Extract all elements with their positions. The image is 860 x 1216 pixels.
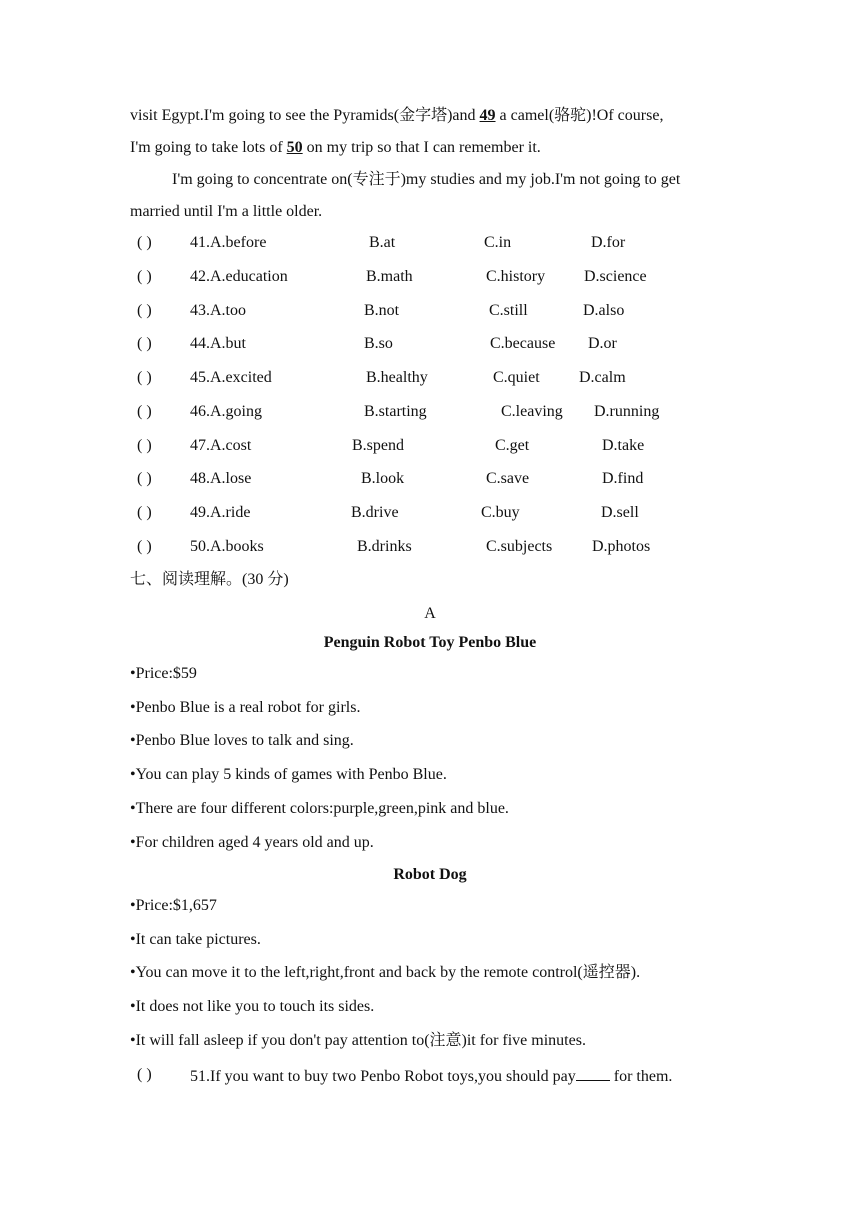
option-c: C.still bbox=[489, 302, 528, 319]
option-c: C.buy bbox=[481, 504, 520, 521]
option-d: D.take bbox=[602, 437, 645, 454]
option-a: 41.A.before bbox=[190, 234, 267, 251]
section-heading: 七、阅读理解。(30 分) bbox=[130, 571, 289, 588]
option-c: C.leaving bbox=[501, 403, 563, 420]
passage-text: a camel(骆驼)!Of course, bbox=[495, 107, 664, 124]
part-label: A bbox=[424, 605, 436, 622]
option-c: C.because bbox=[490, 335, 556, 352]
product2-bullet: •It can take pictures. bbox=[130, 931, 261, 948]
option-c: C.history bbox=[486, 268, 546, 285]
option-a: 49.A.ride bbox=[190, 504, 251, 521]
option-c: C.in bbox=[484, 234, 512, 251]
blank-50: 50 bbox=[286, 139, 303, 156]
option-d: D.also bbox=[583, 302, 625, 319]
product2-bullet: •Price:$1,657 bbox=[130, 897, 217, 914]
option-c: C.save bbox=[486, 470, 530, 487]
option-b: B.drive bbox=[351, 504, 399, 521]
option-b: B.healthy bbox=[366, 369, 428, 386]
product2-bullet: •It will fall asleep if you don't pay attention to(注意)it for five minutes. bbox=[130, 1032, 586, 1049]
question-51-stem: 51.If you want to buy two Penbo Robot toys,you should pay bbox=[190, 1068, 576, 1085]
answer-bracket[interactable]: ( ) bbox=[137, 335, 152, 352]
product1-bullet: •You can play 5 kinds of games with Penbo Blue. bbox=[130, 766, 447, 783]
option-d: D.calm bbox=[579, 369, 626, 386]
answer-bracket[interactable]: ( ) bbox=[137, 437, 152, 454]
passage-text: visit Egypt.I'm going to see the Pyramids(金字塔)and bbox=[130, 107, 480, 124]
blank-49: 49 bbox=[479, 107, 496, 124]
option-a: 44.A.but bbox=[190, 335, 246, 352]
option-a: 47.A.cost bbox=[190, 437, 252, 454]
option-d: D.science bbox=[584, 268, 647, 285]
option-a: 42.A.education bbox=[190, 268, 288, 285]
question-51-tail: for them. bbox=[609, 1068, 673, 1085]
product2-bullet: •You can move it to the left,right,front and back by the remote control(遥控器). bbox=[130, 964, 641, 981]
option-d: D.sell bbox=[601, 504, 639, 521]
answer-bracket[interactable]: ( ) bbox=[137, 504, 152, 521]
answer-bracket[interactable]: ( ) bbox=[137, 538, 152, 555]
passage-text: on my trip so that I can remember it. bbox=[302, 139, 541, 156]
option-d: D.photos bbox=[592, 538, 651, 555]
question-51-text bbox=[190, 1065, 672, 1087]
answer-bracket[interactable]: ( ) bbox=[137, 403, 152, 420]
option-b: B.not bbox=[364, 302, 400, 319]
product2-title: Robot Dog bbox=[393, 866, 467, 883]
option-b: B.drinks bbox=[357, 538, 412, 555]
product1-title: Penguin Robot Toy Penbo Blue bbox=[323, 634, 537, 651]
product1-bullet: •For children aged 4 years old and up. bbox=[130, 834, 374, 851]
option-d: D.or bbox=[588, 335, 617, 352]
product1-bullet: •Penbo Blue loves to talk and sing. bbox=[130, 732, 354, 749]
passage-text: I'm going to take lots of bbox=[130, 139, 287, 156]
product2-bullet: •It does not like you to touch its sides. bbox=[130, 998, 375, 1015]
answer-bracket[interactable]: ( ) bbox=[137, 470, 152, 487]
option-d: D.running bbox=[594, 403, 660, 420]
answer-bracket[interactable]: ( ) bbox=[137, 268, 152, 285]
option-b: B.math bbox=[366, 268, 413, 285]
product1-bullet: •Penbo Blue is a real robot for girls. bbox=[130, 699, 361, 716]
option-a: 46.A.going bbox=[190, 403, 262, 420]
answer-blank[interactable] bbox=[576, 1065, 610, 1081]
passage-line-2 bbox=[130, 138, 541, 158]
passage-line-1 bbox=[130, 106, 663, 126]
option-a: 48.A.lose bbox=[190, 470, 252, 487]
option-b: B.so bbox=[364, 335, 393, 352]
answer-bracket[interactable]: ( ) bbox=[137, 369, 152, 386]
option-b: B.starting bbox=[364, 403, 427, 420]
answer-bracket[interactable]: ( ) bbox=[137, 302, 152, 319]
passage-line-3: I'm going to concentrate on(专注于)my studies and my job.I'm not going to get bbox=[172, 171, 681, 188]
option-a: 43.A.too bbox=[190, 302, 246, 319]
option-c: C.get bbox=[495, 437, 530, 454]
option-a: 45.A.excited bbox=[190, 369, 272, 386]
answer-bracket[interactable]: ( ) bbox=[137, 1066, 152, 1083]
option-d: D.find bbox=[602, 470, 644, 487]
answer-bracket[interactable]: ( ) bbox=[137, 234, 152, 251]
product1-bullet: •Price:$59 bbox=[130, 665, 197, 682]
option-b: B.look bbox=[361, 470, 405, 487]
option-c: C.subjects bbox=[486, 538, 553, 555]
passage-line-4: married until I'm a little older. bbox=[130, 203, 323, 220]
product1-bullet: •There are four different colors:purple,green,pink and blue. bbox=[130, 800, 509, 817]
option-d: D.for bbox=[591, 234, 626, 251]
option-b: B.spend bbox=[352, 437, 404, 454]
option-b: B.at bbox=[369, 234, 396, 251]
option-a: 50.A.books bbox=[190, 538, 264, 555]
option-c: C.quiet bbox=[493, 369, 540, 386]
